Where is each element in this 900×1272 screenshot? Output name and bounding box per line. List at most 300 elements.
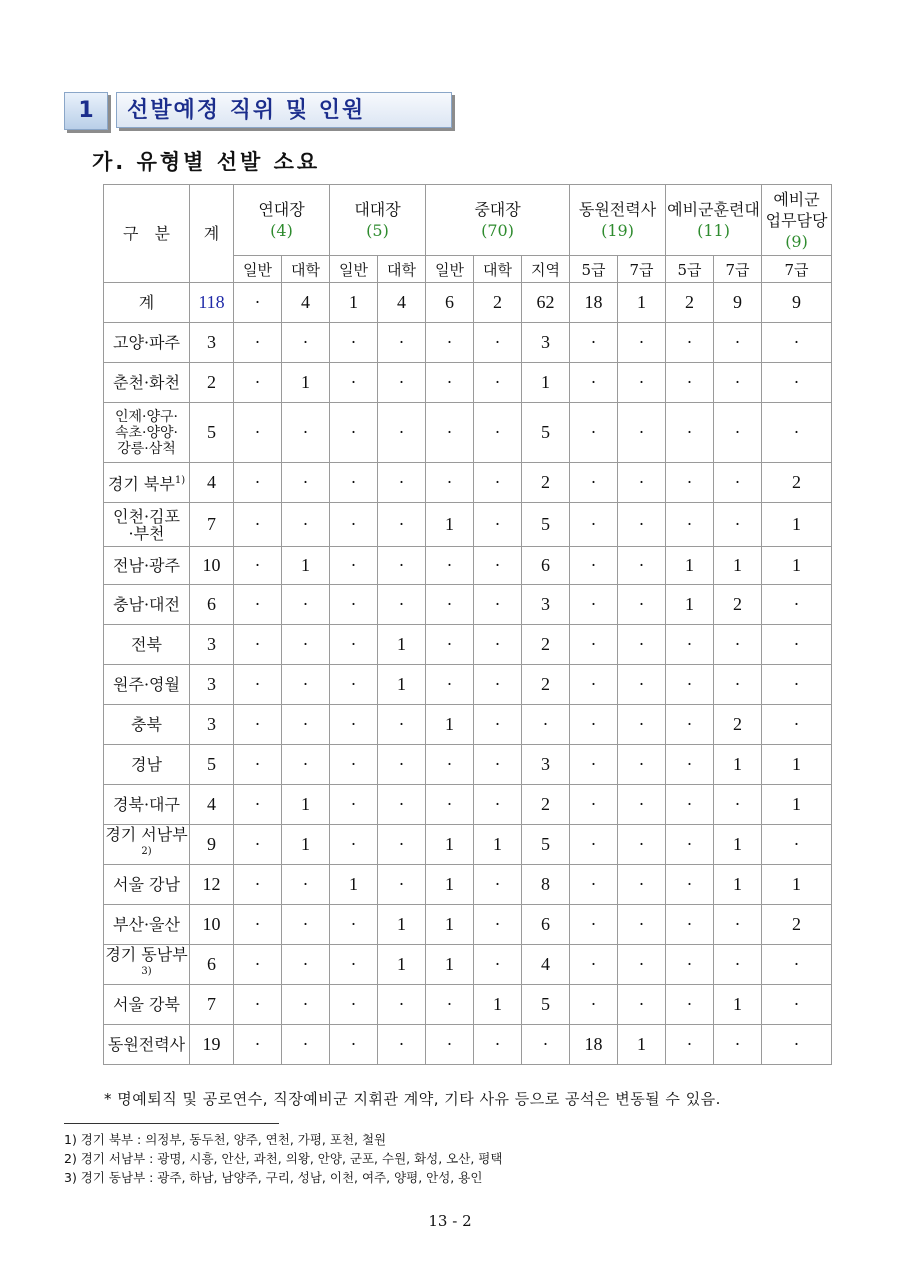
table-row [104,503,832,547]
table-cell: · [522,705,570,745]
table-cell: · [474,585,522,625]
table-cell: · [714,363,762,403]
table-cell: · [474,403,522,463]
row-total: 7 [190,503,234,547]
group-header [330,185,426,256]
row-total: 19 [190,1025,234,1065]
group-header [762,185,832,256]
table-cell: · [570,363,618,403]
table-cell: · [714,323,762,363]
section-number: 1 [64,92,108,130]
row-total: 9 [190,825,234,865]
table-row [104,745,832,785]
table-cell: · [570,403,618,463]
table-cell: 1 [426,945,474,985]
table-cell: 1 [714,985,762,1025]
table-cell: · [570,945,618,985]
table-cell: · [234,865,282,905]
table-cell: · [378,1025,426,1065]
table-cell: · [378,323,426,363]
table-cell: · [474,1025,522,1065]
footnote: 1) 경기 북부 : 의정부, 동두천, 양주, 연천, 가평, 포천, 철원 [64,1132,387,1147]
group-count: (11) [697,221,730,240]
table-cell: · [282,463,330,503]
table-cell: 9 [762,283,832,323]
table-cell: · [666,323,714,363]
group-count: (5) [366,221,389,240]
table-cell: · [618,985,666,1025]
table-cell: · [378,403,426,463]
table-cell: · [234,503,282,547]
table-cell: · [714,625,762,665]
table-cell: · [330,745,378,785]
table-cell: 2 [522,625,570,665]
table-cell: 3 [522,585,570,625]
region-name-text: 경기 북부 [107,474,175,494]
table-cell: · [714,945,762,985]
table-cell: · [426,785,474,825]
region-name [104,403,190,463]
table-cell: · [762,665,832,705]
table-cell: · [762,363,832,403]
table-cell: 2 [714,585,762,625]
sub-header: 대학 [474,256,522,283]
table-cell: · [570,463,618,503]
region-name-text: 서울 강남 [113,875,180,894]
table-cell: · [570,585,618,625]
table-row [104,625,832,665]
table-cell: · [330,463,378,503]
row-total: 5 [190,403,234,463]
table-cell: · [762,825,832,865]
table-cell: · [474,363,522,403]
table-cell: · [714,905,762,945]
table-cell: 3 [522,745,570,785]
table-cell: · [282,503,330,547]
table-cell: · [330,905,378,945]
table-cell: 2 [522,785,570,825]
table-cell: · [666,785,714,825]
table-cell: · [474,945,522,985]
table-cell: · [666,665,714,705]
table-cell: · [234,1025,282,1065]
table-cell: 62 [522,283,570,323]
region-name [104,865,190,905]
region-name-line: ·부천 [128,523,165,543]
table-cell: · [426,463,474,503]
region-name [104,825,190,865]
region-name-text: 전남·광주 [113,556,180,575]
table-cell: 6 [522,905,570,945]
table-cell: · [234,283,282,323]
table-cell: 1 [762,865,832,905]
table-cell: 5 [522,403,570,463]
row-total: 10 [190,547,234,585]
table-cell: · [666,503,714,547]
table-cell: · [282,985,330,1025]
table-cell: 1 [714,745,762,785]
table-cell: 2 [666,283,714,323]
region-name-text: 경북·대구 [113,795,180,814]
row-total: 5 [190,745,234,785]
region-name-text: 충북 [131,715,162,734]
table-cell: · [570,985,618,1025]
region-name-text: 경기 동남부 [105,944,188,964]
table-cell: · [762,945,832,985]
table-cell: · [522,1025,570,1065]
table-cell: · [474,745,522,785]
table-cell: · [234,825,282,865]
table-cell: · [474,665,522,705]
row-total: 12 [190,865,234,905]
table-cell: · [714,463,762,503]
table-cell: 1 [762,503,832,547]
table-cell: · [282,323,330,363]
group-count: (4) [270,221,293,240]
table-cell: 1 [426,705,474,745]
table-cell: 1 [618,1025,666,1065]
table-row [104,665,832,705]
table-cell: 1 [474,825,522,865]
table-cell: 3 [522,323,570,363]
footnote-marker: 1) [174,475,186,487]
group-name: 연대장 [258,200,305,219]
table-cell: 1 [282,785,330,825]
table-cell: · [282,403,330,463]
footnote-marker: 2) [141,845,152,857]
table-cell: · [378,585,426,625]
row-total: 10 [190,905,234,945]
table-cell: · [474,865,522,905]
region-name-text: 경기 서남부 [105,824,188,844]
table-cell: 1 [762,547,832,585]
table-cell: · [282,665,330,705]
table-cell: 1 [522,363,570,403]
sub-header: 7급 [714,256,762,283]
table-cell: · [714,785,762,825]
table-cell: · [234,905,282,945]
region-name [104,585,190,625]
table-cell: · [570,745,618,785]
region-name-text: 경남 [131,755,162,774]
table-cell: 1 [378,625,426,665]
sub-header: 일반 [426,256,474,283]
table-cell: · [762,403,832,463]
table-cell: · [762,625,832,665]
table-cell: · [378,825,426,865]
table-cell: · [666,865,714,905]
table-cell: · [474,323,522,363]
table-cell: · [666,905,714,945]
footnote: 2) 경기 서남부 : 광명, 시흥, 안산, 과천, 의왕, 안양, 군포, 수원, 화성, 오산, 평택 [64,1151,503,1166]
section-title: 선발예정 직위 및 인원 [116,92,452,128]
table-cell: · [426,363,474,403]
selection-table [103,184,832,1065]
region-name-text: 부산·울산 [113,915,180,934]
table-cell: · [234,323,282,363]
table-cell: 18 [570,1025,618,1065]
table-cell: · [666,363,714,403]
region-name-text: 계 [138,293,155,312]
table-row [104,905,832,945]
table-cell: · [618,665,666,705]
table-cell: · [618,323,666,363]
table-cell: · [282,865,330,905]
table-cell: 1 [666,547,714,585]
table-cell: · [234,985,282,1025]
table-cell: · [234,745,282,785]
table-cell: · [234,363,282,403]
table-cell: · [330,1025,378,1065]
table-cell: 1 [282,547,330,585]
row-total: 4 [190,463,234,503]
table-row [104,547,832,585]
table-cell: · [666,705,714,745]
region-name-line: 인제·양구· [115,408,178,425]
table-cell: · [282,705,330,745]
sub-header: 5급 [570,256,618,283]
table-cell: 4 [522,945,570,985]
table-cell: · [378,463,426,503]
row-total: 6 [190,945,234,985]
table-cell: · [666,625,714,665]
table-cell: · [426,585,474,625]
region-name [104,463,190,503]
table-cell: · [234,463,282,503]
sub-header: 지역 [522,256,570,283]
table-cell: · [426,1025,474,1065]
table-cell: · [570,665,618,705]
table-cell: · [666,945,714,985]
group-name: 업무담당 [765,210,828,230]
region-name [104,503,190,547]
row-total: 2 [190,363,234,403]
table-cell: · [570,825,618,865]
table-cell: · [618,705,666,745]
row-total: 6 [190,585,234,625]
table-cell: · [570,905,618,945]
table-cell: · [474,625,522,665]
region-name [104,745,190,785]
table-cell: · [618,945,666,985]
table-cell: · [282,1025,330,1065]
region-name [104,905,190,945]
region-name [104,945,190,985]
table-cell: · [474,503,522,547]
table-cell: · [618,865,666,905]
table-cell: 1 [426,503,474,547]
table-cell: · [666,1025,714,1065]
group-count: (19) [601,221,634,240]
table-cell: 6 [522,547,570,585]
table-row [104,945,832,985]
region-name-text: 충남·대전 [113,595,180,614]
table-cell: 1 [714,547,762,585]
table-cell: · [474,905,522,945]
sub-header: 일반 [234,256,282,283]
table-cell: 1 [714,865,762,905]
table-row [104,363,832,403]
region-name [104,705,190,745]
table-cell: · [234,785,282,825]
table-cell: · [570,865,618,905]
region-name [104,985,190,1025]
region-name-text: 서울 강북 [113,995,180,1014]
table-cell: · [666,985,714,1025]
row-total: 118 [190,283,234,323]
table-cell: · [666,403,714,463]
table-cell: 5 [522,503,570,547]
table-cell: · [714,1025,762,1065]
region-name [104,283,190,323]
table-cell: · [570,785,618,825]
table-cell: · [426,665,474,705]
region-name [104,625,190,665]
table-cell: · [570,503,618,547]
table-cell: · [378,547,426,585]
table-cell: 1 [474,985,522,1025]
table-cell: · [762,585,832,625]
row-total: 7 [190,985,234,1025]
table-cell: 1 [378,905,426,945]
table-cell: · [474,705,522,745]
sub-header: 대학 [378,256,426,283]
table-cell: · [378,503,426,547]
table-cell: 2 [714,705,762,745]
region-name-line: 속초·양양· [115,424,178,441]
table-cell: 18 [570,283,618,323]
table-cell: · [426,985,474,1025]
group-count: (70) [481,221,514,240]
table-cell: 4 [282,283,330,323]
row-total: 4 [190,785,234,825]
table-cell: · [282,945,330,985]
group-header [234,185,330,256]
table-cell: · [378,363,426,403]
table-cell: · [330,323,378,363]
sub-header: 일반 [330,256,378,283]
sub-header: 7급 [618,256,666,283]
total-header: 계 [190,185,234,283]
table-cell: 1 [378,665,426,705]
table-cell: · [570,705,618,745]
table-cell: · [330,625,378,665]
row-total: 3 [190,665,234,705]
table-cell: · [618,825,666,865]
table-cell: · [474,547,522,585]
footnote-divider [64,1123,279,1124]
group-name: 대대장 [354,200,401,219]
table-cell: 1 [714,825,762,865]
table-cell: · [666,825,714,865]
table-cell: · [234,585,282,625]
table-cell: · [570,323,618,363]
table-cell: · [330,785,378,825]
table-cell: · [618,403,666,463]
table-cell: 2 [522,463,570,503]
table-cell: 1 [762,785,832,825]
vacancy-note: * 명예퇴직 및 공로연수, 직장예비군 지휘관 계약, 기타 사유 등으로 공석은 변동될 수 있음. [104,1090,721,1108]
table-row [104,825,832,865]
table-cell: · [762,985,832,1025]
sub-header: 대학 [282,256,330,283]
table-cell: · [618,785,666,825]
table-row [104,463,832,503]
table-cell: · [330,945,378,985]
table-cell: · [234,547,282,585]
subsection-title: 가. 유형별 선발 소요 [92,150,321,174]
table-cell: · [426,403,474,463]
table-cell: · [618,363,666,403]
table-cell: 1 [762,745,832,785]
table-body [104,283,832,1065]
table-cell: · [330,585,378,625]
table-cell: · [714,403,762,463]
table-cell: 1 [282,825,330,865]
footnotes [64,1130,502,1187]
group-header [570,185,666,256]
table-cell: · [330,363,378,403]
table-cell: · [282,905,330,945]
table-cell: · [618,547,666,585]
table-cell: · [330,985,378,1025]
table-cell: 2 [474,283,522,323]
sub-header: 7급 [762,256,832,283]
table-row [104,985,832,1025]
table-cell: · [618,625,666,665]
table-cell: · [570,625,618,665]
region-name [104,1025,190,1065]
table-row [104,785,832,825]
table-cell: · [378,865,426,905]
table-cell: · [426,745,474,785]
region-name-text: 춘천·화천 [113,373,180,392]
table-cell: · [234,705,282,745]
corner-header: 구 분 [104,185,190,283]
table-cell: · [378,745,426,785]
table-cell: · [330,403,378,463]
table-cell: 1 [618,283,666,323]
table-row [104,1025,832,1065]
table-cell: · [762,323,832,363]
table-cell: 4 [378,283,426,323]
table-cell: 1 [330,865,378,905]
group-name: 예비군훈련대 [667,200,760,219]
table-cell: · [330,547,378,585]
page-number: 13 - 2 [428,1212,472,1230]
region-name-text: 동원전력사 [107,1035,186,1054]
table-cell: 1 [426,905,474,945]
table-cell: 1 [282,363,330,403]
table-cell: 2 [522,665,570,705]
table-cell: · [618,905,666,945]
group-count: (9) [785,231,808,251]
table-cell: · [330,665,378,705]
group-header [666,185,762,256]
region-name-text: 원주·영월 [113,675,180,694]
table-cell: 8 [522,865,570,905]
table-cell: · [762,1025,832,1065]
table-cell: · [762,705,832,745]
table-cell: 1 [330,283,378,323]
table-cell: · [426,323,474,363]
table-cell: 1 [426,865,474,905]
table-cell: · [330,825,378,865]
table-cell: · [474,463,522,503]
table-cell: 2 [762,905,832,945]
row-total: 3 [190,705,234,745]
row-total: 3 [190,625,234,665]
